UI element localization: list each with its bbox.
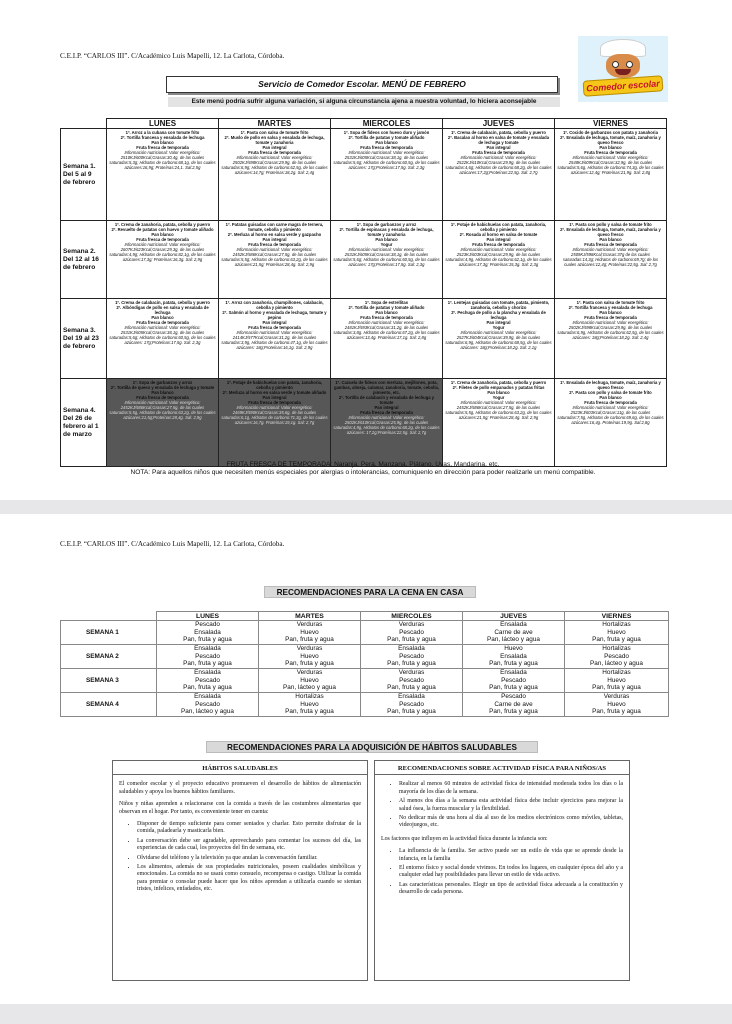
- cena-item: Pescado: [195, 621, 220, 629]
- dish-line: Pan blanco: [599, 395, 622, 400]
- week-label: Semana 2. Del 12 al 16 de febrero: [61, 221, 107, 299]
- cena-item: Pan, fruta y agua: [285, 636, 334, 644]
- menu-subtitle: Este menú podría sufrir alguna variación, si alguna circunstancia ajena a nuestra voluntad, lo hiciera aconsejable: [168, 97, 560, 107]
- cena-week-row: [61, 645, 669, 669]
- dish-line: Fruta fresca de temporada: [248, 400, 301, 405]
- cena-week-label: SEMANA 2: [61, 645, 157, 669]
- cena-cell: [565, 645, 669, 669]
- nutrition-info: Información nutricional: Valor energético: 2452KJ/586Kcal;Grasas:27,5g, de las cuales saturadas:5,5g, Hidratos de carbono:63,2g, de los cuales azúcares:21,5g; Proteínas:28,4g. Sal: 2,9g: [445, 400, 552, 420]
- fruta-note: [60, 461, 666, 477]
- dish-line: 1º. Crema de zanahoria, patata, cebolla y puerro: [114, 222, 211, 227]
- comedor-logo: [578, 36, 668, 102]
- chef-face-icon: [606, 54, 640, 78]
- dish-line: 2º. Filetes de pollo empanados y patatas fritas: [452, 385, 545, 390]
- dish-line: Pan blanco: [599, 310, 622, 315]
- dish-line: 1º. Pasta con pollo y salsa de tomate frito: [569, 222, 652, 227]
- dish-line: Pan integral: [262, 237, 287, 242]
- cena-week-label: SEMANA 1: [61, 621, 157, 645]
- dish-line: Fruta fresca de temporada: [584, 150, 637, 155]
- dish-line: 2º. Merluza al horno en salsa verde y tomate aliñado: [222, 390, 327, 395]
- table-corner: [61, 612, 157, 621]
- logo-banner: Comedor escolar: [583, 75, 664, 97]
- cena-week-row: [61, 693, 669, 717]
- menu-cell: [107, 129, 219, 221]
- cena-item: Pan, fruta y agua: [387, 708, 436, 716]
- menu-cell: [331, 221, 443, 299]
- menu-cell: [219, 129, 331, 221]
- cena-item: Huevo: [300, 628, 319, 636]
- cena-item: Ensalada: [500, 652, 527, 660]
- dish-line: 1º. Potaje de habichuelas con patata, zanahoria, cebolla y pimiento: [450, 222, 547, 232]
- habitos-heading: HÁBITOS SALUDABLES: [113, 765, 367, 775]
- dish-line: 2º. Tortilla francesa y ensalada de lechuga: [120, 135, 205, 140]
- list-item: • Los alimentos, además de sus propiedades nutricionales, poseen cualidades simbólicas y emocionales. La comida no se usará como consuelo, recompensa o castigo. Utilizar la comida para premiar o consolar puede hacer que los niños aprendan a utilizarla cuando se sientan tristes, infelices, enfadados, etc.: [137, 864, 361, 894]
- list-item: • La influencia de la familia. Ser activo puede ser un estilo de vida que se aprende desde la infancia, en la familia: [399, 848, 623, 863]
- cena-cell: [361, 669, 463, 693]
- dish-line: 1º. Pasta con salsa de tomate frito: [240, 130, 309, 135]
- menu-week-row: [61, 129, 667, 221]
- cena-item: Ensalada: [500, 621, 527, 629]
- habitos-list: [137, 821, 361, 894]
- cena-item: Carne de ave: [494, 628, 533, 636]
- dish-line: 1º. Sopa de estrellitas: [364, 300, 409, 305]
- cena-item: Pan, fruta y agua: [183, 636, 232, 644]
- dish-line: Fruta fresca de temporada: [136, 320, 189, 325]
- cena-item: Huevo: [504, 645, 523, 653]
- cena-item: Pescado: [501, 693, 526, 701]
- cena-day-header: LUNES: [157, 612, 259, 621]
- school-header: C.E.I.P. “CARLOS III”. C/Académico Luis Mapelli, 12. La Carlota, Córdoba.: [60, 540, 285, 548]
- dish-line: Fruta fresca de temporada: [584, 315, 637, 320]
- list-item: • Al menos dos días a la semana esta actividad física debe incluir ejercicios para mejorar la salud ósea, la fuerza muscular y la flexibilidad.: [399, 798, 623, 813]
- menu-cell: [219, 299, 331, 379]
- factores-list: [399, 848, 623, 896]
- cena-item: Pan, fruta y agua: [285, 660, 334, 668]
- dish-line: Pan blanco: [375, 237, 398, 242]
- dish-line: Pan blanco: [375, 310, 398, 315]
- dish-line: Yogur: [492, 395, 505, 400]
- actividad-list: [399, 781, 623, 829]
- habitos-paragraph: El comedor escolar y el proyecto educativo promueven el desarrollo de hábitos de alimentación saludables y apoya los buenos hábitos familiares.: [119, 781, 361, 795]
- dish-line: 2º. Rosada al horno en salsa de tomate: [459, 232, 538, 237]
- cena-item: Pan, fruta y agua: [387, 636, 436, 644]
- menu-cell: [555, 379, 667, 467]
- dish-line: 2º. Tortilla de calabacín y ensalada de lechuga y tomate: [338, 395, 435, 405]
- dish-line: Pan blanco: [375, 140, 398, 145]
- day-header: JUEVES: [443, 119, 555, 129]
- cena-item: Verduras: [296, 669, 323, 677]
- cena-item: Ensalada: [194, 669, 221, 677]
- menu-week-row: [61, 221, 667, 299]
- nutrition-info: Información nutricional: Valor energético: 2414KJ/577Kcal;Grasas:31,2g, de las cuales saturadas:3,9g, Hidratos de carbono:47,1g, de los cuales azúcares: 18g;Proteínas:16,1g. Sal: 2,9g: [221, 330, 328, 350]
- menu-cell: [219, 379, 331, 467]
- menu-cell: [443, 299, 555, 379]
- cena-item: Hortalizas: [602, 669, 631, 677]
- nutrition-info: Información nutricional: Valor energético: 2531KJ/605Kcal;Grasas:38,1g, de las cuales saturadas:5,6g; Hidratos de carbono:60,5g, de los cuales azúcares: 17g;Proteínas:17,5g. Sal: 2,3g: [333, 150, 440, 170]
- cena-item: Pan, fruta y agua: [285, 708, 334, 716]
- dish-line: 1º. Crema de zanahoria, patata, cebolla y puerro: [450, 380, 547, 385]
- cena-cell: [157, 693, 259, 717]
- cena-item: Ensalada: [194, 645, 221, 653]
- cena-day-header: MIERCOLES: [361, 612, 463, 621]
- list-item: • Olvidarse del teléfono y la televisión ya que anulan la conversación familiar.: [137, 855, 361, 862]
- day-header: MIERCOLES: [331, 119, 443, 129]
- cena-cell: [463, 621, 565, 645]
- cena-item: Pan, lácteo y agua: [590, 660, 643, 668]
- nutrition-info: Información nutricional: Valor energético: 2548KJ/609Kcal;Grasas:32,9g, de las cuales saturadas:5,6g, Hidratos de carbono:74,3g, de los cuales azúcares:12,4g; Proteínas:21,9g. Sal: 2,8g: [557, 155, 664, 175]
- dish-line: 2º. Salmón al horno y ensalada de lechuga, tomate y pepino: [222, 310, 327, 320]
- cena-cell: [361, 645, 463, 669]
- dish-line: 2º. Pasta con pollo y salsa de tomate frito: [569, 390, 652, 395]
- nutrition-info: Información nutricional: Valor energético: 2531KJ/605Kcal;Grasas:38,1g, de las cuales saturadas:5,6g; Hidratos de carbono:60,5g, de los cuales azúcares: 17g;Proteínas:17,5g. Sal: 2,3g: [109, 325, 216, 345]
- cena-item: Pan, lácteo y agua: [181, 708, 234, 716]
- nutrition-info: Información nutricional: Valor energético: 2523KJ/603Kcal;Grasas:11g, de las cuales saturadas:7,5g, Hidratos de carbono:69,6g, de los cuales azúcares:16,4g. Proteínas:19,9g. Sal:2,8g: [557, 405, 664, 425]
- nutrition-info: Información nutricional: Valor energético: 2502KJ/598Kcal;Grasas:29,9g, de las cuales saturadas:6,9g, Hidratos de carbono:62,5g, de los cuales azúcares: 18g;Proteínas:18,2g. Sal: 2,4g: [557, 320, 664, 340]
- cena-table: [60, 611, 669, 717]
- day-header: LUNES: [107, 119, 219, 129]
- actividad-heading: RECOMENDACIONES SOBRE ACTIVIDAD FÍSICA PARA NIÑOS/AS: [375, 765, 629, 775]
- cena-item: Huevo: [300, 676, 319, 684]
- list-item: • Realizar al menos 60 minutos de actividad física de intensidad moderada todos los días o la mayoría de los días de la semana.: [399, 781, 623, 796]
- dish-line: 1º. Pasta con salsa de tomate frito: [576, 300, 645, 305]
- cena-item: Pescado: [195, 700, 220, 708]
- cena-cell: [565, 693, 669, 717]
- menu-cell: [331, 379, 443, 467]
- cena-item: Pan, fruta y agua: [183, 684, 232, 692]
- dish-line: Pan blanco: [487, 390, 510, 395]
- cena-cell: [259, 621, 361, 645]
- dish-line: 1º. Cocido de garbanzos con patata y zanahoria: [563, 130, 658, 135]
- nutrition-info: Información nutricional: Valor energético: 2502KJ/598Kcal;Grasas:29,9g, de las cuales saturadas:6,9g; Hidratos de carbono:62,5g, de los cuales azúcares:14,7g; Proteínas:18,2g. Sal: 2,4g: [221, 155, 328, 175]
- cena-item: Verduras: [398, 669, 425, 677]
- cena-item: Verduras: [603, 693, 630, 701]
- dish-line: Fruta fresca de temporada: [472, 150, 525, 155]
- cena-cell: [361, 693, 463, 717]
- cena-item: Verduras: [398, 621, 425, 629]
- dish-line: 1º. Cazuela de fideos con merluza, mejillones, pota, gambas, almeja, calamar, zanahoria, tomate, cebolla, pimiento, etc.: [334, 380, 439, 395]
- dish-line: 1º. Crema de calabacín, patata, cebolla y puerro: [451, 130, 546, 135]
- dish-line: Fruta fresca de temporada: [584, 242, 637, 247]
- cena-day-header: VIERNES: [565, 612, 669, 621]
- dish-line: 1º. Potaje de habichuelas con patata, zanahoria, cebolla y pimiento: [226, 380, 323, 390]
- dish-line: 1º. Crema de calabacín, patata, cebolla y puerro: [115, 300, 210, 305]
- list-item: • El entorno físico y social donde vivimos. En todos los lugares, en cualquier época del año y a cualquier edad hay posibilidades para llevar un estilo de vida activo.: [399, 865, 623, 880]
- dish-line: Pan integral: [262, 320, 287, 325]
- dish-line: 1º. Arroz con zanahoria, champiñones, calabacín, cebolla y pimiento: [225, 300, 324, 310]
- actividad-box: [374, 760, 630, 981]
- nutrition-info: Información nutricional: Valor energético: 2523KJ/603Kcal;Grasas:29,9g, de las cuales saturadas:4,9g, Hidratos de carbono:62,1g, de los cuales azúcares:17,3g; Proteínas:15,3g. Sal: 2,3g: [445, 247, 552, 267]
- habitos-box: [112, 760, 368, 981]
- menu-cell: [107, 221, 219, 299]
- cena-item: Verduras: [296, 645, 323, 653]
- nutrition-info: Información nutricional: Valor energético: 2510KJ/600Kcal;Grasas:30,4g, de las cuales saturadas:5,3g; Hidratos de carbono:68,1g, de los cuales azúcares:16,9g; Proteínas:24,1. Sal:2,5g: [109, 150, 216, 170]
- cena-cell: [157, 645, 259, 669]
- menu-table: [60, 118, 667, 467]
- cena-item: Pan, fruta y agua: [592, 636, 641, 644]
- dish-line: Yogur: [380, 242, 393, 247]
- week-label: Semana 1. Del 5 al 9 de febrero: [61, 129, 107, 221]
- dish-line: 2º. Revuelto de patatas con huevo y tomate aliñado: [111, 227, 214, 232]
- cena-cell: [157, 621, 259, 645]
- dish-line: Pan blanco: [599, 237, 622, 242]
- menu-cell: [331, 299, 443, 379]
- nutrition-info: Información nutricional: Valor energético: 2607KJ/623Kcal;Grasas:29,3g, de las cuales saturadas:4,9g; Hidratos de carbono:82,1g, de los cuales azúcares:17,3g; Proteínas:16,3g. Sal: 2,9g: [109, 242, 216, 262]
- cena-day-header: JUEVES: [463, 612, 565, 621]
- cena-week-label: SEMANA 4: [61, 693, 157, 717]
- dish-line: 1º. Ensalada de lechuga, tomate, maíz, zanahoria y queso fresco: [560, 380, 661, 390]
- cena-item: Ensalada: [398, 645, 425, 653]
- dish-line: 2º. Albóndigas de pollo en salsa y ensalada de lechuga: [116, 305, 209, 315]
- cena-week-label: SEMANA 3: [61, 669, 157, 693]
- dish-line: Pan integral: [486, 237, 511, 242]
- menu-cell: [443, 221, 555, 299]
- dish-line: 2º. Tortilla de espinacas y ensalada de lechuga, tomate y zanahoria: [339, 227, 434, 237]
- habitos-section-title: RECOMENDACIONES PARA LA ADQUISICIÓN DE HÁBITOS SALUDABLES: [206, 741, 538, 753]
- cena-item: Pan, fruta y agua: [183, 660, 232, 668]
- cena-item: Huevo: [607, 676, 626, 684]
- dish-line: Pan blanco: [151, 232, 174, 237]
- dish-line: Fruta fresca de temporada: [248, 242, 301, 247]
- dish-line: 2º. Muslo de pollo en salsa y ensalada de lechuga, tomate y zanahoria: [224, 135, 325, 145]
- nota-line: NOTA: Para aquellos niños que necesiten menús especiales por alergias o intolerancias, comuniquenlo en dirección para poder realizarle un menú compatible.: [130, 469, 596, 476]
- actividad-paragraph: Los factores que influyen en la actividad física durante la infancia son:: [381, 835, 548, 842]
- dish-line: Fruta fresca de temporada: [136, 237, 189, 242]
- nutrition-info: Información nutricional: Valor energético: 2452KJ/586Kcal;Grasas:27,5g, de las cuales saturadas:5,5g; Hidratos de carbono:63,2g, de los cuales azúcares:21,5g; Proteínas:28,4g. Sal: 2,9g: [221, 247, 328, 267]
- dish-line: Fruta fresca de temporada: [360, 410, 413, 415]
- menu-cell: [443, 379, 555, 467]
- cena-cell: [259, 693, 361, 717]
- menu-week-row: [61, 299, 667, 379]
- dish-line: 1º. Lentejas guisadas con tomate, patata, pimiento, zanahoria, cebolla y chorizo: [447, 300, 550, 310]
- dish-line: Pan integral: [486, 320, 511, 325]
- cena-item: Pan, fruta y agua: [592, 684, 641, 692]
- menu-cell: [107, 379, 219, 467]
- cena-item: Pescado: [604, 652, 629, 660]
- dish-line: 2º. Bacalao al horno en salsa de tomate y ensalada de lechuga y tomate: [447, 135, 550, 145]
- cena-day-header: MARTES: [259, 612, 361, 621]
- cena-item: Ensalada: [194, 693, 221, 701]
- dish-line: Yogur: [492, 325, 505, 330]
- cena-cell: [259, 669, 361, 693]
- dish-line: Fruta fresca de temporada: [360, 315, 413, 320]
- dish-line: 1º. Sopa de garbanzos y arroz: [132, 380, 193, 385]
- cena-item: Pescado: [195, 676, 220, 684]
- cena-item: Pescado: [195, 652, 220, 660]
- dish-line: Pan blanco: [151, 390, 174, 395]
- cena-item: Ensalada: [398, 693, 425, 701]
- nutrition-info: Información nutricional: Valor energético: 2509KJ/598Kcal;Grasas:37g de las cuales saturadas:14,3g; Hidratos de carbono:69,7g; de los cuales azúcares:12,4g; Proteínas:22,5g. Sal: 2,7g: [562, 247, 659, 267]
- cena-cell: [259, 645, 361, 669]
- list-item: • La conversación debe ser agradable, aprovechando para comentar los sucesos del día, las experiencias de cada cual, los proyectos del fin de semana, etc.: [137, 838, 361, 853]
- nutrition-info: Información nutricional: Valor energético: 2452KJ/586Kcal;Grasas:27,5g, de las cuales saturadas:5,5g, Hidratos de carbono:63,2g, de los cuales azúcares:21,5g;Proteínas:28,4g. Sal: 2,9g: [109, 400, 216, 420]
- dish-line: 1º. Sopa de garbanzos y arroz: [356, 222, 417, 227]
- fruta-line: FRUTA FRESCA DE TEMPORADA: Naranja, Pera, Manzana, Plátano, Uvas, Mandarina, etc.: [226, 461, 500, 468]
- dish-line: Pan integral: [262, 395, 287, 400]
- dish-line: Fruta fresca de temporada: [584, 400, 637, 405]
- nutrition-info: Información nutricional: Valor energético: 2527KJ/604Kcal;Grasas:39,9g, de las cuales saturadas:6,9g, Hidratos de carbono:68,5g, de los cuales azúcares: 18g;Proteínas:18,2g. Sal: 2,1g: [445, 330, 552, 350]
- cena-item: Ensalada: [194, 628, 221, 636]
- cena-item: Huevo: [607, 628, 626, 636]
- dish-line: 2º. Tortilla francesa y ensalada de lechuga: [568, 305, 653, 310]
- cena-item: Pescado: [399, 676, 424, 684]
- dish-line: 2º. Merluza al horno en salsa verde y gazpacho: [227, 232, 322, 237]
- cena-item: Pescado: [501, 676, 526, 684]
- dish-line: Pan blanco: [599, 145, 622, 150]
- dish-line: Pan integral: [262, 145, 287, 150]
- dish-line: Pan blanco: [151, 315, 174, 320]
- dish-line: Pan integral: [486, 145, 511, 150]
- dish-line: 2º. Ensalada de lechuga, tomate, maíz, zanahoria y queso fresco: [560, 135, 661, 145]
- week-label: Semana 3. Del 19 al 23 de febrero: [61, 299, 107, 379]
- dish-line: Fruta fresca de temporada: [136, 145, 189, 150]
- cena-cell: [565, 669, 669, 693]
- menu-cell: [443, 129, 555, 221]
- day-header: VIERNES: [555, 119, 667, 129]
- dish-line: Fruta fresca de temporada: [248, 150, 301, 155]
- cena-week-row: [61, 621, 669, 645]
- cena-item: Pan, fruta y agua: [387, 684, 436, 692]
- list-item: • Las características personales. Elegir un tipo de actividad física adecuada a la constitución y desarrollo de cada persona.: [399, 882, 623, 897]
- nutrition-info: Información nutricional: Valor energético: 2469KJ/590Kcal;Grasas:35,6g, de las cuales saturadas:6,1g, Hidratos de carbono:71,3g, de los cuales azúcares:16,7g. Proteínas:19,1g. Sal: 2,7g: [221, 405, 328, 425]
- menu-cell: [331, 129, 443, 221]
- cena-week-row: [61, 669, 669, 693]
- dish-line: 2º. Ensalada de lechuga, tomate, maíz, zanahoria y queso fresco: [560, 227, 661, 237]
- menu-cell: [555, 129, 667, 221]
- cena-item: Pan, fruta y agua: [489, 660, 538, 668]
- day-header: MARTES: [219, 119, 331, 129]
- cena-item: Carne de ave: [494, 700, 533, 708]
- week-label: Semana 4. Del 26 de febrero al 1 de marzo: [61, 379, 107, 467]
- dish-line: 1º. Sopa de fideos con huevo duro y jamón: [343, 130, 430, 135]
- cena-item: Ensalada: [500, 669, 527, 677]
- nutrition-info: Información nutricional: Valor energético: 2522KJ/610Kcal;Grasas:29,9g, de las cuales saturadas:4,6g; Hidratos de carbono:68,2g, de los cuales azúcares:17,2g;Proteínas:22,5g. Sal: 2,7g: [445, 155, 552, 175]
- cena-item: Pan, lácteo y agua: [283, 684, 336, 692]
- nutrition-info: Información nutricional: Valor energético: 2481KJ/593Kcal;Grasas:31,2g, de las cuales saturadas:3,8g. Hidratos de carbono:67,2g, de los cuales azúcares:13,4g. Proteínas:17,1g. Sal: 2,8g: [333, 320, 440, 340]
- dish-line: Fruta fresca de temporada: [472, 242, 525, 247]
- cena-item: Verduras: [296, 621, 323, 629]
- dish-line: 1º. Arroz a la cubana con tomate frito: [125, 130, 200, 135]
- cena-section-title: RECOMENDACIONES PARA LA CENA EN CASA: [264, 586, 476, 598]
- cena-item: Pan, fruta y agua: [489, 708, 538, 716]
- school-header: C.E.I.P. “CARLOS III”. C/Académico Luis Mapelli, 12. La Carlota, Córdoba.: [60, 52, 285, 60]
- dish-line: 1º. Patatas guisadas con carne magra de ternera, tomate, cebolla y pimiento: [225, 222, 324, 232]
- cena-cell: [463, 645, 565, 669]
- cena-item: Hortalizas: [602, 645, 631, 653]
- dish-line: Fruta fresca de temporada: [248, 325, 301, 330]
- menu-page: [0, 0, 732, 500]
- menu-title: Servicio de Comedor Escolar. MENÚ DE FEBRERO: [166, 76, 558, 93]
- cena-cell: [463, 693, 565, 717]
- dish-line: Pan blanco: [151, 140, 174, 145]
- cena-item: Huevo: [607, 700, 626, 708]
- cena-item: Pescado: [399, 652, 424, 660]
- cena-item: Huevo: [300, 700, 319, 708]
- cena-item: Pan, fruta y agua: [592, 708, 641, 716]
- cena-item: Pan, lácteo y agua: [487, 636, 540, 644]
- cena-item: Pan, fruta y agua: [387, 660, 436, 668]
- cena-cell: [463, 669, 565, 693]
- dish-line: Fruta fresca de temporada: [360, 145, 413, 150]
- cena-item: Hortalizas: [295, 693, 324, 701]
- list-item: • Disponer de tiempo suficiente para comer sentados y charlar. Esto permite disfrutar de la comida, paladearla y masticarla bien.: [137, 821, 361, 836]
- habitos-paragraph: Niños y niñas aprenden a relacionarse con la comida a través de las costumbres alimentarias que observan en el hogar. Por tanto, es conveniente tener en cuenta:: [119, 801, 361, 815]
- dish-line: Fruta fresca de temporada: [136, 395, 189, 400]
- cena-item: Hortalizas: [602, 621, 631, 629]
- menu-cell: [555, 299, 667, 379]
- cena-item: Pescado: [399, 628, 424, 636]
- cena-item: Pan, fruta y agua: [489, 684, 538, 692]
- dish-line: Pan integral: [374, 405, 399, 410]
- cena-cell: [361, 621, 463, 645]
- cena-item: Huevo: [300, 652, 319, 660]
- cena-cell: [565, 621, 669, 645]
- dish-line: 2º. Tortilla de queso y ensalada de lechuga y tomate: [110, 385, 215, 390]
- menu-cell: [107, 299, 219, 379]
- cena-cell: [157, 669, 259, 693]
- cena-item: Pescado: [399, 700, 424, 708]
- list-item: • No dedicar más de una hora al día al uso de los medios electrónicos como móviles, tabletas, videojuegos, etc.: [399, 815, 623, 830]
- nutrition-info: Información nutricional: Valor energético: 2531KJ/605Kcal;Grasas:38,1g, de las cuales saturadas:5,6g; Hidratos de carbono:60,5g, de los cuales azúcares: 17g;Proteínas:17,5g. Sal: 2,3g: [333, 247, 440, 267]
- table-corner: [61, 119, 107, 129]
- menu-cell: [555, 221, 667, 299]
- dish-line: 2º. Pechuga de pollo a la plancha y ensalada de lechuga: [451, 310, 546, 320]
- menu-cell: [219, 221, 331, 299]
- nutrition-info: Información nutricional: Valor energético: 2502KJ/610Kcal;Grasas:25,9g, de las cuales saturadas:4,9g, Hidratos de carbono:68,2g, de los cuales azúcares: 17,2g;Proteínas:22,5g. Sal: 2,7g: [333, 415, 440, 435]
- dish-line: 2º. Tortilla de patatas y tomate aliñado: [348, 305, 425, 310]
- recommendations-page: [0, 514, 732, 1004]
- menu-week-row: [61, 379, 667, 467]
- dish-line: 2º. Tortilla de patatas y tomate aliñado: [348, 135, 425, 140]
